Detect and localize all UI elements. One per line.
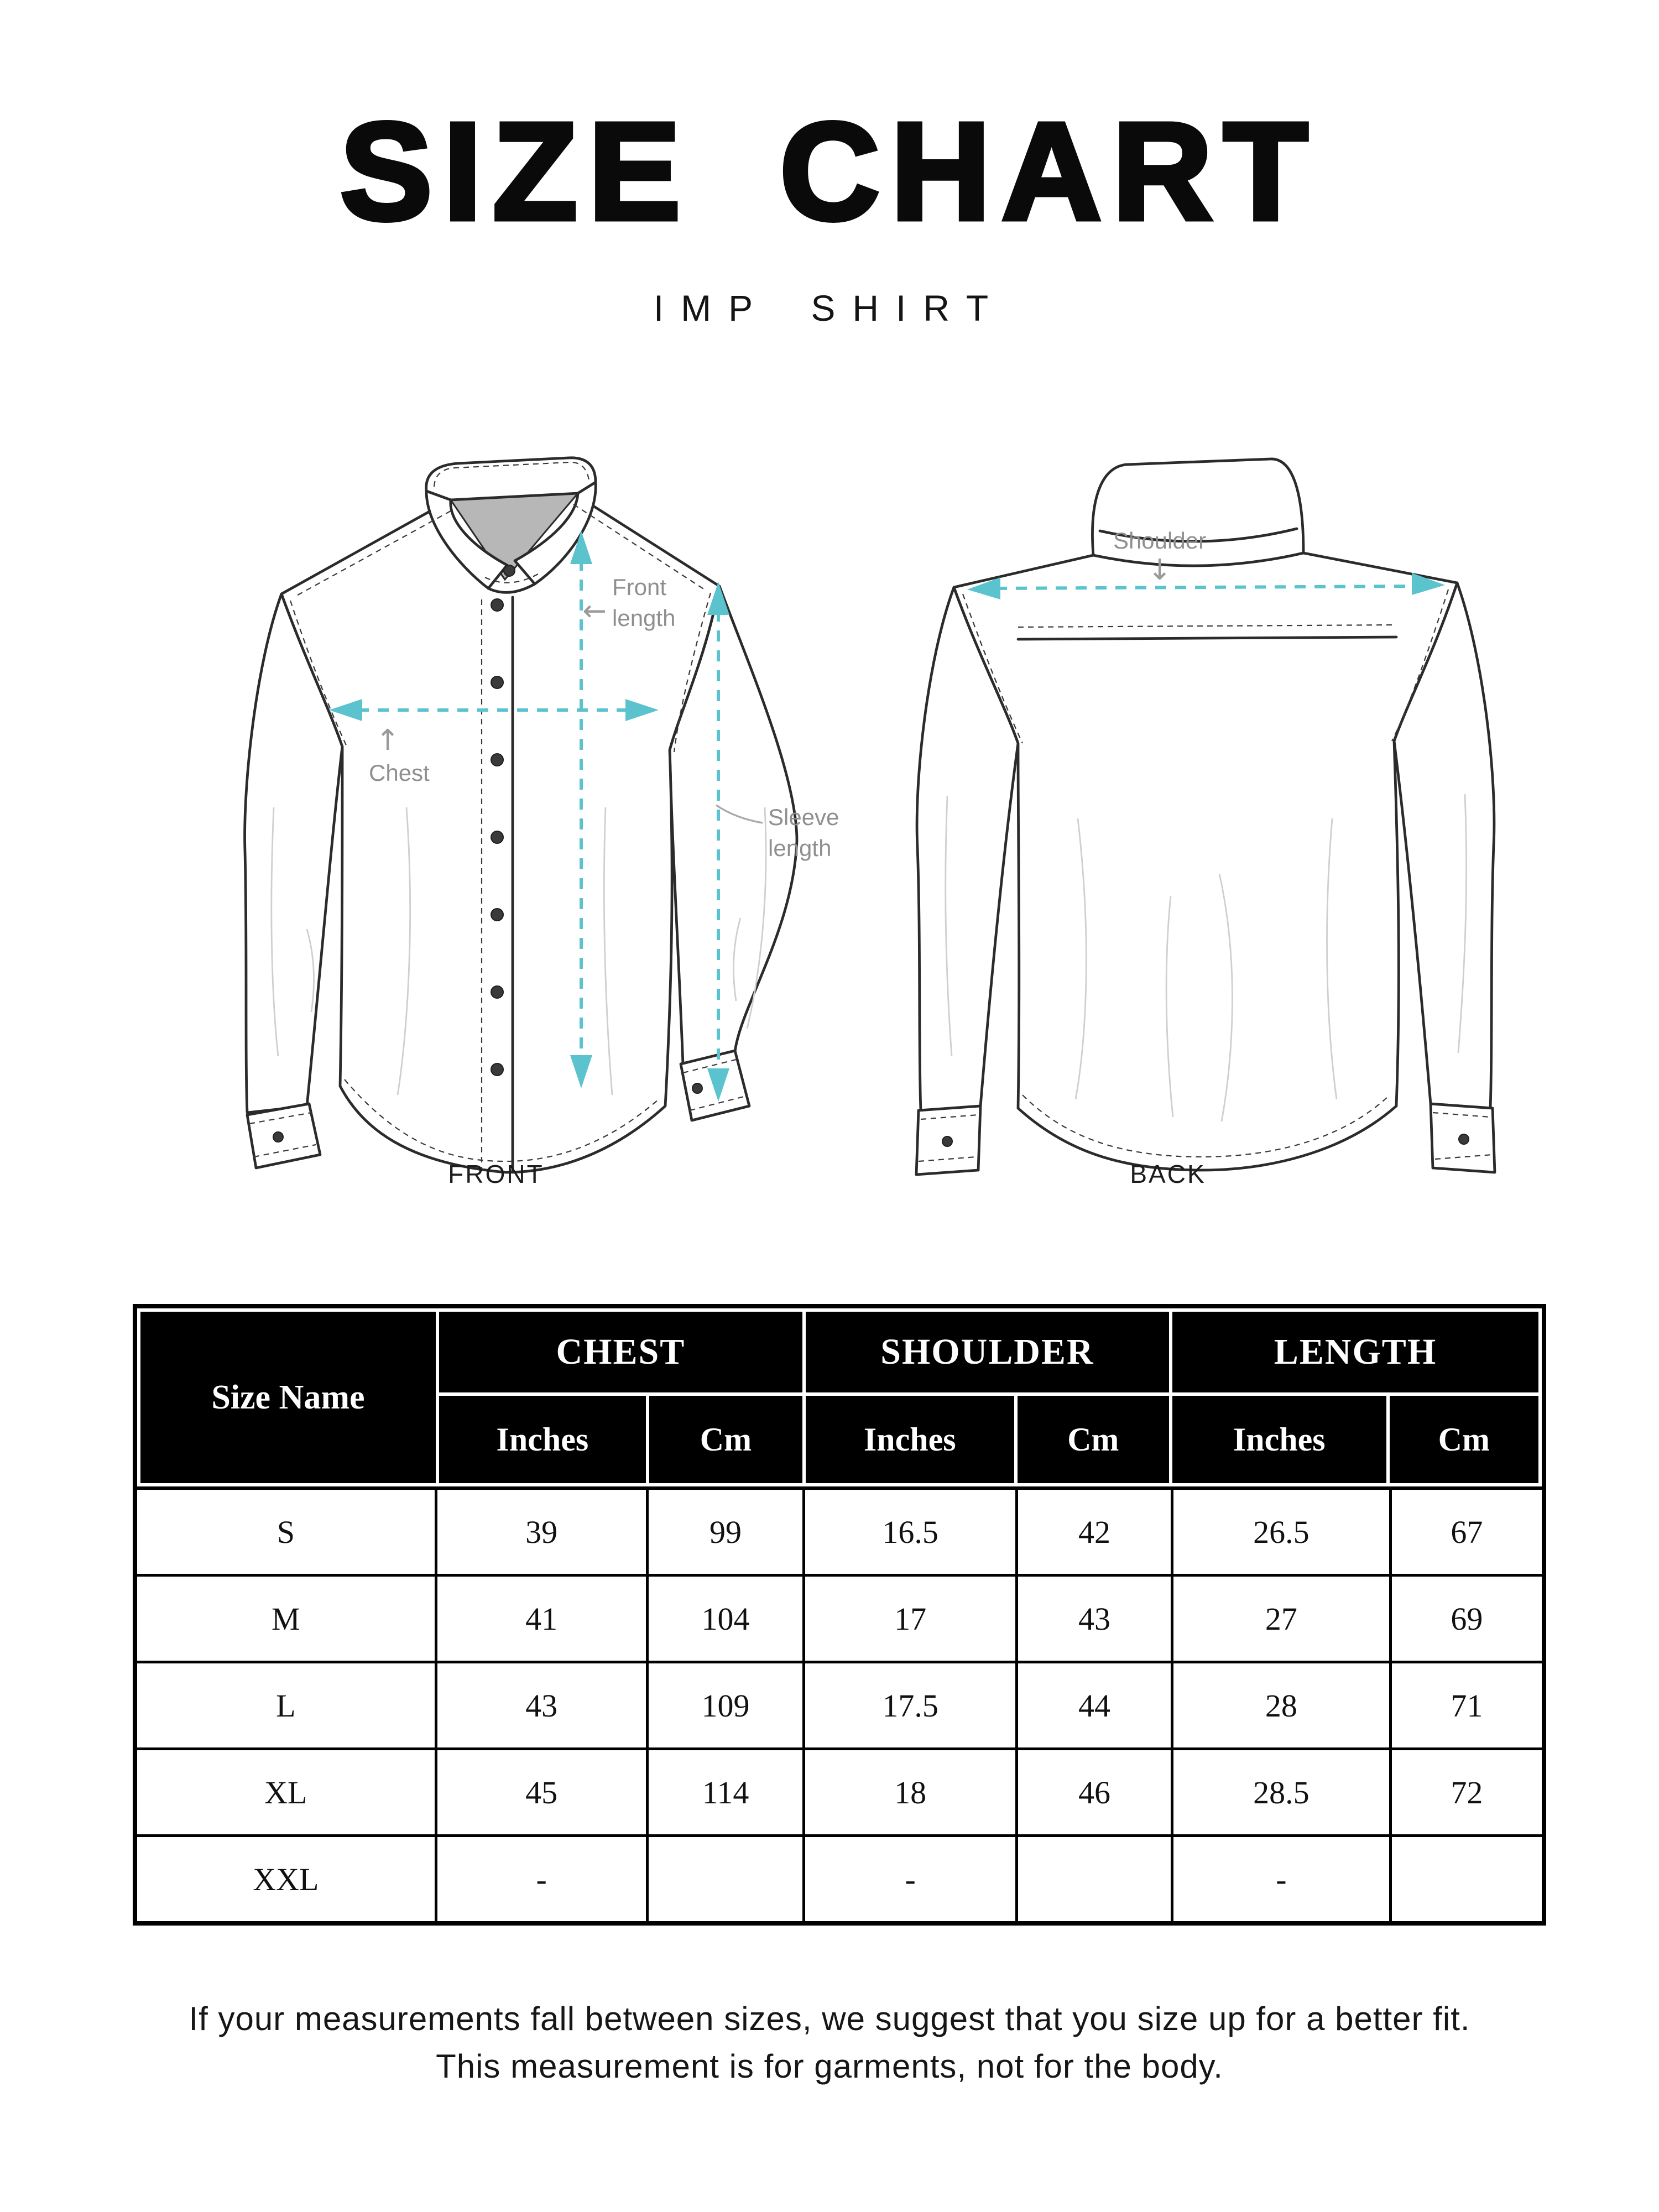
header-chest-cm: Cm (649, 1396, 802, 1483)
value-cell: 39 (437, 1490, 646, 1574)
table-header (137, 1308, 1542, 1486)
size-chart-table (133, 1304, 1546, 1926)
value-cell: 41 (437, 1577, 646, 1661)
value-cell: 26.5 (1173, 1490, 1389, 1574)
header-length-cm: Cm (1390, 1396, 1538, 1483)
size-cell: XL (137, 1750, 435, 1834)
value-cell: 99 (649, 1490, 803, 1574)
value-cell: 45 (437, 1750, 646, 1834)
value-cell: 67 (1392, 1490, 1542, 1574)
footer-note (0, 1995, 1659, 2090)
front-view-label: FRONT (448, 1160, 544, 1188)
size-cell: M (137, 1577, 435, 1661)
value-cell: - (805, 1837, 1015, 1921)
value-cell (1392, 1837, 1542, 1921)
back-shirt-figure (899, 453, 1557, 1186)
front-length-pointer-icon: ← (582, 594, 607, 628)
header-group-chest: CHEST (439, 1312, 802, 1392)
value-cell: 43 (437, 1663, 646, 1747)
shoulder-label: Shoulder (1113, 528, 1207, 554)
value-cell: 27 (1173, 1577, 1389, 1661)
back-right-cuff-button (1459, 1134, 1469, 1144)
header-shoulder-cm: Cm (1018, 1396, 1169, 1483)
back-view-label: BACK (1130, 1160, 1206, 1188)
value-cell: 104 (649, 1577, 803, 1661)
chest-pointer-icon: ↑ (375, 724, 400, 757)
value-cell: 16.5 (805, 1490, 1015, 1574)
header-group-shoulder: SHOULDER (806, 1312, 1169, 1392)
svg-text:length: length (612, 605, 676, 631)
svg-text:length: length (768, 835, 832, 861)
header-shoulder-inches: Inches (806, 1396, 1014, 1483)
value-cell: 46 (1018, 1750, 1171, 1834)
value-cell: 18 (805, 1750, 1015, 1834)
header-group-length: LENGTH (1172, 1312, 1538, 1392)
value-cell: 114 (649, 1750, 803, 1834)
value-cell (649, 1837, 803, 1921)
header-size-name: Size Name (140, 1312, 436, 1483)
value-cell: 28 (1173, 1663, 1389, 1747)
front-shirt-figure (241, 453, 899, 1186)
size-cell: S (137, 1490, 435, 1574)
shoulder-pointer-icon: ↓ (1147, 554, 1172, 587)
right-cuff-button (692, 1083, 702, 1093)
value-cell: 109 (649, 1663, 803, 1747)
footer-line-1: If your measurements fall between sizes, we suggest that you size up for a better fit. (189, 2000, 1470, 2037)
collar-band-top (426, 458, 596, 500)
value-cell: 43 (1018, 1577, 1171, 1661)
header-length-inches: Inches (1172, 1396, 1386, 1483)
chest-label: Chest (369, 760, 430, 786)
svg-text:Sleeve: Sleeve (768, 804, 839, 830)
back-body (954, 553, 1457, 1170)
value-cell: - (437, 1837, 646, 1921)
footer-line-2: This measurement is for garments, not for the body. (436, 2048, 1223, 2085)
value-cell: 17 (805, 1577, 1015, 1661)
back-left-cuff-button (942, 1136, 952, 1146)
value-cell (1018, 1837, 1171, 1921)
svg-text:Front: Front (612, 574, 667, 600)
size-cell: L (137, 1663, 435, 1747)
value-cell: 42 (1018, 1490, 1171, 1574)
value-cell: 72 (1392, 1750, 1542, 1834)
table-body (137, 1486, 1542, 1921)
value-cell: 44 (1018, 1663, 1171, 1747)
value-cell: 28.5 (1173, 1750, 1389, 1834)
collar-button (504, 565, 515, 576)
page-title: SIZE CHART (340, 94, 1319, 248)
value-cell: - (1173, 1837, 1389, 1921)
size-cell: XXL (137, 1837, 435, 1921)
value-cell: 71 (1392, 1663, 1542, 1747)
header-chest-inches: Inches (439, 1396, 646, 1483)
value-cell: 17.5 (805, 1663, 1015, 1747)
left-cuff-button (273, 1132, 283, 1142)
page-subtitle: IMP SHIRT (653, 288, 1006, 328)
value-cell: 69 (1392, 1577, 1542, 1661)
